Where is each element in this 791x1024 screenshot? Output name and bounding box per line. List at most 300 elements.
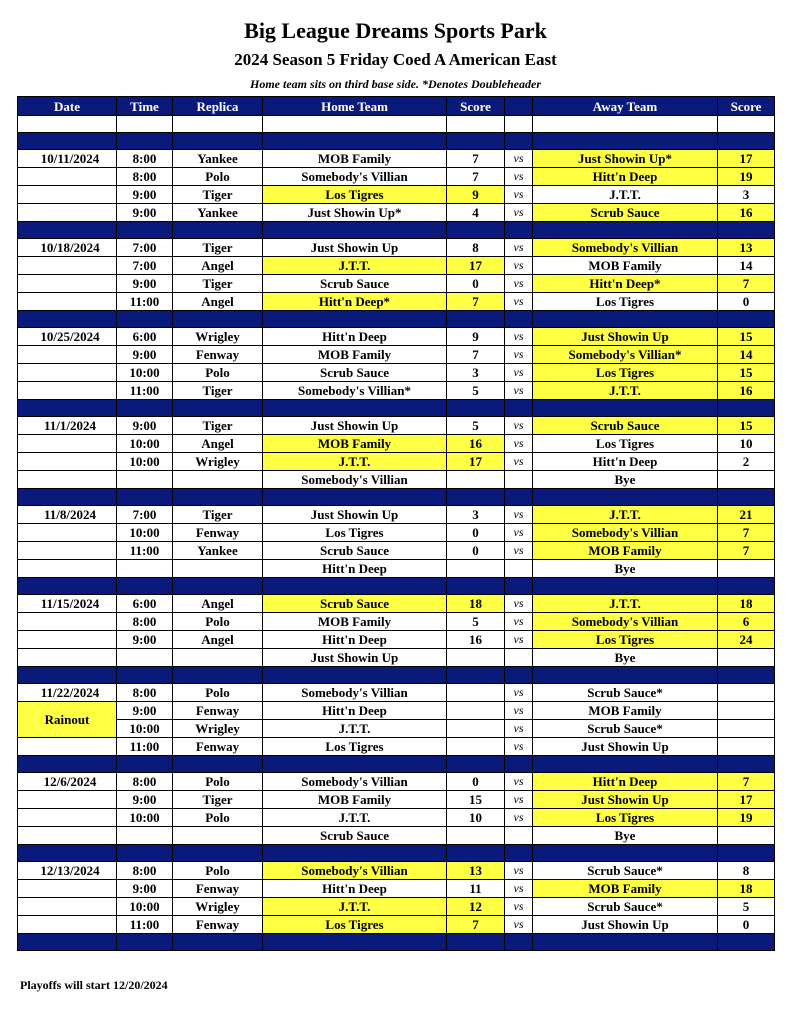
separator-cell	[533, 400, 718, 417]
game-row	[18, 862, 775, 880]
vs-label: vs	[505, 791, 533, 809]
field-replica: Wrigley	[173, 720, 263, 738]
vs-label: vs	[505, 916, 533, 934]
vs-label: vs	[505, 773, 533, 791]
separator-cell	[18, 311, 117, 328]
away-team: J.T.T.	[533, 186, 718, 204]
game-time: 9:00	[117, 346, 173, 364]
home-team: Hitt'n Deep	[263, 560, 447, 578]
home-team: Just Showin Up	[263, 239, 447, 257]
separator-cell	[718, 222, 775, 239]
away-score	[718, 684, 775, 702]
home-team: Los Tigres	[263, 524, 447, 542]
away-team: Somebody's Villian	[533, 239, 718, 257]
separator-cell	[173, 133, 263, 150]
game-row	[18, 827, 775, 845]
away-team: J.T.T.	[533, 595, 718, 613]
field-replica: Tiger	[173, 275, 263, 293]
separator-cell	[117, 845, 173, 862]
away-team: Just Showin Up	[533, 791, 718, 809]
empty-cell	[18, 649, 117, 667]
col-header-home-team: Home Team	[263, 97, 447, 116]
home-score: 7	[447, 916, 505, 934]
vs-label: vs	[505, 809, 533, 827]
col-header-vs	[505, 97, 533, 116]
separator-cell	[533, 578, 718, 595]
home-team: J.T.T.	[263, 809, 447, 827]
vs-label: vs	[505, 542, 533, 560]
away-score: 14	[718, 346, 775, 364]
game-row	[18, 293, 775, 311]
home-team: Scrub Sauce	[263, 275, 447, 293]
vs-label: vs	[505, 293, 533, 311]
away-score	[718, 738, 775, 756]
away-score: 7	[718, 542, 775, 560]
field-replica	[173, 649, 263, 667]
home-score: 7	[447, 346, 505, 364]
week-separator	[18, 845, 775, 862]
separator-cell	[263, 667, 447, 684]
empty-cell	[505, 116, 533, 133]
empty-cell	[18, 116, 117, 133]
separator-cell	[533, 667, 718, 684]
home-score: 3	[447, 364, 505, 382]
separator-cell	[18, 578, 117, 595]
home-score	[447, 738, 505, 756]
field-replica: Angel	[173, 631, 263, 649]
away-team: Los Tigres	[533, 809, 718, 827]
game-time: 11:00	[117, 916, 173, 934]
empty-cell	[18, 898, 117, 916]
away-score: 14	[718, 257, 775, 275]
home-score: 7	[447, 168, 505, 186]
home-team: Somebody's Villian	[263, 773, 447, 791]
vs-label: vs	[505, 275, 533, 293]
separator-cell	[117, 667, 173, 684]
separator-cell	[117, 934, 173, 951]
game-time: 9:00	[117, 791, 173, 809]
empty-cell	[117, 116, 173, 133]
separator-cell	[718, 756, 775, 773]
blank-row	[18, 116, 775, 133]
week-separator	[18, 667, 775, 684]
empty-cell	[18, 613, 117, 631]
separator-cell	[447, 133, 505, 150]
away-score: 17	[718, 791, 775, 809]
game-date: 11/15/2024	[18, 595, 117, 613]
game-time: 7:00	[117, 506, 173, 524]
away-team: Somebody's Villian*	[533, 346, 718, 364]
separator-cell	[718, 133, 775, 150]
away-team: Los Tigres	[533, 435, 718, 453]
field-replica: Fenway	[173, 524, 263, 542]
game-date: 12/6/2024	[18, 773, 117, 791]
vs-label: vs	[505, 346, 533, 364]
game-time: 11:00	[117, 542, 173, 560]
game-time: 9:00	[117, 702, 173, 720]
playoffs-note: Playoffs will start 12/20/2024	[20, 978, 168, 992]
field-replica: Polo	[173, 684, 263, 702]
home-team: Hitt'n Deep	[263, 328, 447, 346]
away-team: Bye	[533, 649, 718, 667]
game-row	[18, 738, 775, 756]
vs-label	[505, 649, 533, 667]
game-time: 9:00	[117, 275, 173, 293]
home-team: Los Tigres	[263, 916, 447, 934]
separator-cell	[263, 311, 447, 328]
game-time: 10:00	[117, 435, 173, 453]
field-replica: Polo	[173, 168, 263, 186]
separator-cell	[18, 756, 117, 773]
away-team: J.T.T.	[533, 382, 718, 400]
away-score: 15	[718, 417, 775, 435]
home-score	[447, 649, 505, 667]
separator-cell	[173, 845, 263, 862]
game-time	[117, 471, 173, 489]
home-team: Scrub Sauce	[263, 827, 447, 845]
empty-cell	[18, 293, 117, 311]
separator-cell	[173, 667, 263, 684]
field-replica: Fenway	[173, 916, 263, 934]
empty-cell	[18, 186, 117, 204]
vs-label: vs	[505, 328, 533, 346]
away-score: 8	[718, 862, 775, 880]
away-team: J.T.T.	[533, 506, 718, 524]
game-time	[117, 560, 173, 578]
away-team: Los Tigres	[533, 293, 718, 311]
away-score	[718, 471, 775, 489]
game-row	[18, 364, 775, 382]
game-time: 11:00	[117, 293, 173, 311]
game-row	[18, 631, 775, 649]
game-time: 7:00	[117, 257, 173, 275]
empty-cell	[18, 204, 117, 222]
col-header-away-team: Away Team	[533, 97, 718, 116]
vs-label: vs	[505, 506, 533, 524]
separator-cell	[505, 133, 533, 150]
week-separator	[18, 578, 775, 595]
away-score: 5	[718, 898, 775, 916]
game-time: 8:00	[117, 150, 173, 168]
empty-cell	[18, 453, 117, 471]
page-subtitle: 2024 Season 5 Friday Coed A American East	[234, 50, 557, 69]
home-team: Just Showin Up*	[263, 204, 447, 222]
vs-label: vs	[505, 738, 533, 756]
col-header-home-score: Score	[447, 97, 505, 116]
separator-cell	[447, 311, 505, 328]
away-score: 10	[718, 435, 775, 453]
home-score: 0	[447, 773, 505, 791]
week-separator	[18, 133, 775, 150]
empty-cell	[263, 116, 447, 133]
home-team: MOB Family	[263, 346, 447, 364]
game-row	[18, 595, 775, 613]
week-separator	[18, 489, 775, 506]
separator-cell	[447, 222, 505, 239]
away-score: 21	[718, 506, 775, 524]
empty-cell	[533, 116, 718, 133]
game-row	[18, 898, 775, 916]
field-replica: Yankee	[173, 542, 263, 560]
field-replica: Angel	[173, 435, 263, 453]
separator-cell	[263, 756, 447, 773]
away-score: 7	[718, 773, 775, 791]
vs-label: vs	[505, 257, 533, 275]
game-row	[18, 649, 775, 667]
away-score: 7	[718, 275, 775, 293]
game-row	[18, 239, 775, 257]
vs-label: vs	[505, 631, 533, 649]
empty-cell	[18, 631, 117, 649]
game-row	[18, 257, 775, 275]
vs-label: vs	[505, 382, 533, 400]
field-replica	[173, 560, 263, 578]
empty-cell	[18, 346, 117, 364]
home-score: 8	[447, 239, 505, 257]
away-team: Scrub Sauce*	[533, 862, 718, 880]
empty-cell	[18, 435, 117, 453]
separator-cell	[18, 133, 117, 150]
separator-cell	[263, 400, 447, 417]
separator-cell	[117, 311, 173, 328]
game-time: 9:00	[117, 631, 173, 649]
separator-cell	[263, 489, 447, 506]
separator-cell	[117, 578, 173, 595]
game-time: 9:00	[117, 880, 173, 898]
empty-cell	[18, 791, 117, 809]
separator-cell	[263, 578, 447, 595]
field-replica: Tiger	[173, 186, 263, 204]
away-score	[718, 702, 775, 720]
game-row	[18, 417, 775, 435]
home-team: MOB Family	[263, 435, 447, 453]
game-row	[18, 328, 775, 346]
game-time	[117, 827, 173, 845]
field-replica: Tiger	[173, 239, 263, 257]
separator-cell	[263, 222, 447, 239]
separator-cell	[117, 756, 173, 773]
home-score: 13	[447, 862, 505, 880]
game-time: 10:00	[117, 524, 173, 542]
game-row	[18, 702, 775, 720]
away-team: Just Showin Up	[533, 916, 718, 934]
separator-cell	[447, 578, 505, 595]
col-header-away-score: Score	[718, 97, 775, 116]
game-time: 10:00	[117, 809, 173, 827]
empty-cell	[18, 880, 117, 898]
away-score: 15	[718, 364, 775, 382]
vs-label: vs	[505, 898, 533, 916]
away-score	[718, 827, 775, 845]
game-row	[18, 382, 775, 400]
game-row	[18, 791, 775, 809]
away-team: Somebody's Villian	[533, 524, 718, 542]
away-score: 3	[718, 186, 775, 204]
home-team: Somebody's Villian*	[263, 382, 447, 400]
game-time: 8:00	[117, 684, 173, 702]
game-row	[18, 275, 775, 293]
game-row	[18, 916, 775, 934]
field-replica: Yankee	[173, 204, 263, 222]
separator-cell	[447, 845, 505, 862]
game-row	[18, 560, 775, 578]
game-time: 9:00	[117, 204, 173, 222]
separator-cell	[533, 934, 718, 951]
home-score: 7	[447, 293, 505, 311]
away-team: MOB Family	[533, 880, 718, 898]
home-team: Scrub Sauce	[263, 364, 447, 382]
empty-cell	[718, 116, 775, 133]
separator-cell	[447, 489, 505, 506]
empty-cell	[18, 471, 117, 489]
home-score: 17	[447, 257, 505, 275]
empty-cell	[18, 364, 117, 382]
game-time: 11:00	[117, 382, 173, 400]
game-time	[117, 649, 173, 667]
separator-cell	[533, 133, 718, 150]
separator-cell	[505, 578, 533, 595]
game-date: 10/11/2024	[18, 150, 117, 168]
week-separator	[18, 934, 775, 951]
game-date: 10/25/2024	[18, 328, 117, 346]
separator-cell	[173, 756, 263, 773]
away-score: 19	[718, 809, 775, 827]
separator-cell	[718, 934, 775, 951]
home-score	[447, 684, 505, 702]
game-time: 8:00	[117, 862, 173, 880]
home-team: J.T.T.	[263, 453, 447, 471]
empty-cell	[18, 809, 117, 827]
separator-cell	[505, 222, 533, 239]
game-row	[18, 809, 775, 827]
away-team: Just Showin Up*	[533, 150, 718, 168]
home-score: 7	[447, 150, 505, 168]
game-row	[18, 346, 775, 364]
field-replica: Angel	[173, 257, 263, 275]
field-replica: Tiger	[173, 417, 263, 435]
home-team: Los Tigres	[263, 186, 447, 204]
empty-cell	[18, 275, 117, 293]
home-team: Somebody's Villian	[263, 471, 447, 489]
game-date: 11/8/2024	[18, 506, 117, 524]
game-row	[18, 453, 775, 471]
away-team: Scrub Sauce*	[533, 684, 718, 702]
away-team: Just Showin Up	[533, 328, 718, 346]
separator-cell	[718, 400, 775, 417]
home-score: 0	[447, 542, 505, 560]
field-replica: Polo	[173, 773, 263, 791]
game-row	[18, 471, 775, 489]
game-date: 10/18/2024	[18, 239, 117, 257]
away-team: Scrub Sauce*	[533, 720, 718, 738]
home-team: Hitt'n Deep*	[263, 293, 447, 311]
game-row	[18, 150, 775, 168]
empty-cell	[18, 827, 117, 845]
separator-cell	[533, 756, 718, 773]
game-time: 10:00	[117, 364, 173, 382]
away-team: Bye	[533, 827, 718, 845]
vs-label: vs	[505, 684, 533, 702]
home-team: J.T.T.	[263, 720, 447, 738]
field-replica: Wrigley	[173, 898, 263, 916]
vs-label	[505, 827, 533, 845]
away-score: 0	[718, 293, 775, 311]
home-team: J.T.T.	[263, 898, 447, 916]
home-team: Somebody's Villian	[263, 168, 447, 186]
away-team: Bye	[533, 560, 718, 578]
week-separator	[18, 756, 775, 773]
separator-cell	[173, 222, 263, 239]
field-replica: Polo	[173, 862, 263, 880]
field-replica: Wrigley	[173, 328, 263, 346]
separator-cell	[263, 845, 447, 862]
separator-cell	[173, 934, 263, 951]
vs-label: vs	[505, 186, 533, 204]
vs-label	[505, 560, 533, 578]
away-team: Scrub Sauce*	[533, 898, 718, 916]
game-time: 9:00	[117, 417, 173, 435]
game-time: 11:00	[117, 738, 173, 756]
col-header-replica: Replica	[173, 97, 263, 116]
empty-cell	[18, 916, 117, 934]
away-team: Hitt'n Deep*	[533, 275, 718, 293]
separator-cell	[505, 489, 533, 506]
field-replica: Fenway	[173, 738, 263, 756]
home-score: 5	[447, 417, 505, 435]
page-title: Big League Dreams Sports Park	[244, 18, 547, 43]
separator-cell	[447, 400, 505, 417]
vs-label: vs	[505, 417, 533, 435]
empty-cell	[18, 738, 117, 756]
separator-cell	[505, 311, 533, 328]
separator-cell	[533, 222, 718, 239]
field-replica: Fenway	[173, 346, 263, 364]
schedule-note: Home team sits on third base side. *Denotes Doubleheader	[250, 77, 541, 91]
field-replica: Angel	[173, 293, 263, 311]
game-row	[18, 506, 775, 524]
home-team: Somebody's Villian	[263, 684, 447, 702]
game-time: 10:00	[117, 898, 173, 916]
week-separator	[18, 400, 775, 417]
home-score: 9	[447, 328, 505, 346]
col-header-date: Date	[18, 97, 117, 116]
away-score: 2	[718, 453, 775, 471]
away-score: 15	[718, 328, 775, 346]
away-score: 0	[718, 916, 775, 934]
separator-cell	[718, 667, 775, 684]
separator-cell	[505, 400, 533, 417]
home-score: 10	[447, 809, 505, 827]
home-score	[447, 720, 505, 738]
header-row	[18, 97, 775, 116]
away-team: Somebody's Villian	[533, 613, 718, 631]
home-team: Just Showin Up	[263, 649, 447, 667]
home-score	[447, 827, 505, 845]
field-replica: Angel	[173, 595, 263, 613]
game-row	[18, 880, 775, 898]
game-row	[18, 435, 775, 453]
home-score: 18	[447, 595, 505, 613]
home-score: 12	[447, 898, 505, 916]
home-score: 5	[447, 613, 505, 631]
away-team: Hitt'n Deep	[533, 773, 718, 791]
home-score: 5	[447, 382, 505, 400]
empty-cell	[18, 382, 117, 400]
separator-cell	[447, 756, 505, 773]
away-score: 16	[718, 204, 775, 222]
game-row	[18, 204, 775, 222]
field-replica: Wrigley	[173, 453, 263, 471]
